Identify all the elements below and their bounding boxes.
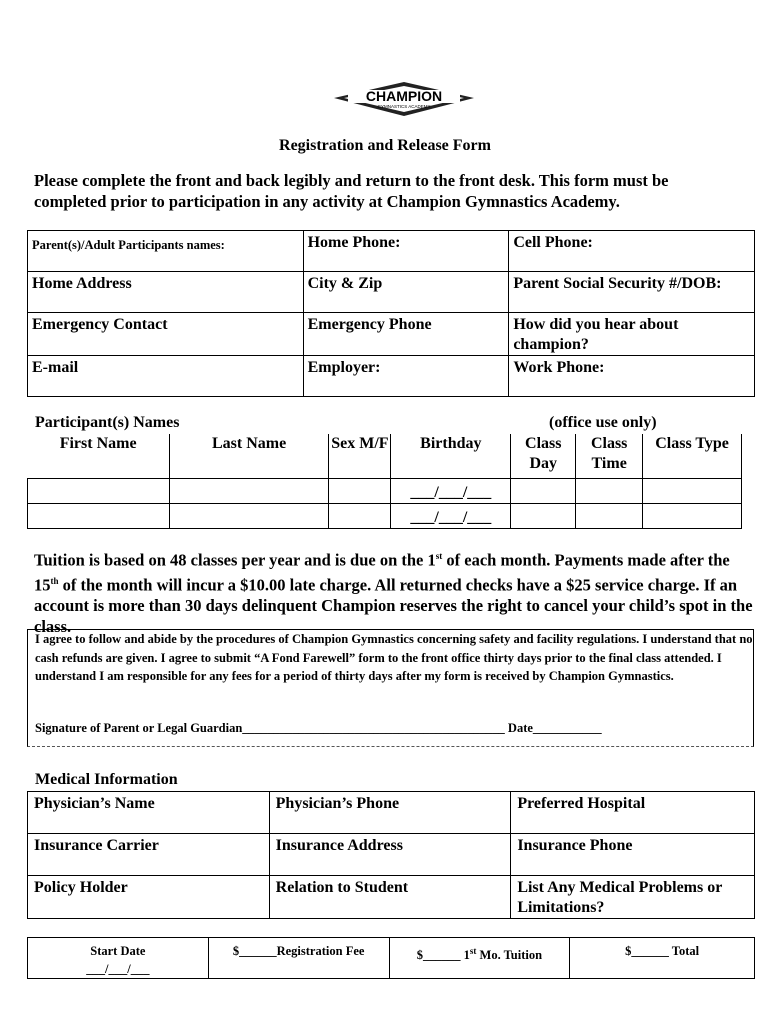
sex-header: Sex M/F [329, 434, 391, 479]
first-month-tuition-cell[interactable]: $______ 1st Mo. Tuition [389, 938, 570, 979]
last-name-cell[interactable] [169, 479, 329, 504]
first-name-cell[interactable] [28, 504, 170, 529]
fees-table [27, 937, 755, 979]
participants-label: Participant(s) Names [35, 414, 180, 431]
logo-sub-text: GYMNASTICS ACADEMY [377, 104, 431, 109]
table-row [28, 479, 742, 504]
home-address-field[interactable]: Home Address [28, 272, 304, 313]
sex-cell[interactable] [329, 504, 391, 529]
start-date-label: Start Date [90, 944, 146, 958]
class-day-header: Class Day [511, 434, 576, 479]
emergency-phone-field[interactable]: Emergency Phone [303, 313, 509, 356]
class-type-header: Class Type [643, 434, 742, 479]
insurance-address-field[interactable]: Insurance Address [269, 834, 511, 876]
sex-cell[interactable] [329, 479, 391, 504]
parent-ssn-dob-field[interactable]: Parent Social Security #/DOB: [509, 272, 755, 313]
medical-problems-field[interactable]: List Any Medical Problems or Limitations? [511, 876, 755, 919]
insurance-phone-field[interactable]: Insurance Phone [511, 834, 755, 876]
champion-logo [330, 80, 478, 120]
first-name-cell[interactable] [28, 479, 170, 504]
start-date-blank: ___/___/___ [86, 962, 150, 976]
agreement-box [27, 629, 754, 747]
home-phone-field[interactable]: Home Phone: [303, 231, 509, 272]
start-date-cell[interactable] [28, 938, 209, 979]
last-name-header: Last Name [169, 434, 329, 479]
cell-phone-field[interactable]: Cell Phone: [509, 231, 755, 272]
email-field[interactable]: E-mail [28, 356, 304, 397]
class-type-cell[interactable] [643, 504, 742, 529]
office-use-label: (office use only) [549, 414, 657, 431]
participants-table [27, 434, 742, 529]
signature-line[interactable]: Signature of Parent or Legal Guardian__________________________________________ Date___________ [35, 721, 602, 735]
table-row [28, 504, 742, 529]
emergency-contact-field[interactable]: Emergency Contact [28, 313, 304, 356]
city-zip-field[interactable]: City & Zip [303, 272, 509, 313]
class-day-cell[interactable] [511, 504, 576, 529]
class-time-header: Class Time [576, 434, 643, 479]
form-title: Registration and Release Form [279, 137, 491, 154]
insurance-carrier-field[interactable]: Insurance Carrier [28, 834, 270, 876]
parent-names-field[interactable]: Parent(s)/Adult Participants names: [28, 231, 304, 272]
birthday-cell[interactable]: ___/___/___ [391, 479, 511, 504]
preferred-hospital-field[interactable]: Preferred Hospital [511, 792, 755, 834]
birthday-cell[interactable]: ___/___/___ [391, 504, 511, 529]
relation-to-student-field[interactable]: Relation to Student [269, 876, 511, 919]
logo-brand-text: CHAMPION [365, 88, 443, 104]
birthday-header: Birthday [391, 434, 511, 479]
intro-text: Please complete the front and back legibly and return to the front desk. This form must be completed prior to participation in any activity at Champion Gymnastics Academy. [34, 171, 669, 211]
heard-about-field[interactable]: How did you hear about champion? [509, 313, 755, 356]
class-time-cell[interactable] [576, 504, 643, 529]
class-day-cell[interactable] [511, 479, 576, 504]
tuition-text: Tuition is based on 48 classes per year and is due on the 1st of each month. Payments made after the 15th of the month will incur a $10.00 late charge. All returned checks have a $25 service charge. If an account is more than 30 days delinquent Champion reserves the right to cancel your child’s spot in the class. [34, 550, 753, 636]
total-cell[interactable]: $______ Total [570, 938, 755, 979]
first-name-header: First Name [28, 434, 170, 479]
employer-field[interactable]: Employer: [303, 356, 509, 397]
last-name-cell[interactable] [169, 504, 329, 529]
contact-table [27, 230, 755, 397]
medical-label: Medical Information [35, 771, 178, 788]
work-phone-field[interactable]: Work Phone: [509, 356, 755, 397]
class-type-cell[interactable] [643, 479, 742, 504]
class-time-cell[interactable] [576, 479, 643, 504]
policy-holder-field[interactable]: Policy Holder [28, 876, 270, 919]
medical-table [27, 791, 755, 919]
physician-phone-field[interactable]: Physician’s Phone [269, 792, 511, 834]
agreement-text: I agree to follow and abide by the procedures of Champion Gymnastics concerning safety and facility regulations. I understand that no cash refunds are given. I agree to submit “A Fond Farewell” form to the front office thirty days prior to the final class attended. I understand I am responsible for any fees for a period of thirty days after my form is received by Champion Gymnastics. [35, 632, 753, 683]
physician-name-field[interactable]: Physician’s Name [28, 792, 270, 834]
registration-fee-cell[interactable]: $______Registration Fee [208, 938, 389, 979]
